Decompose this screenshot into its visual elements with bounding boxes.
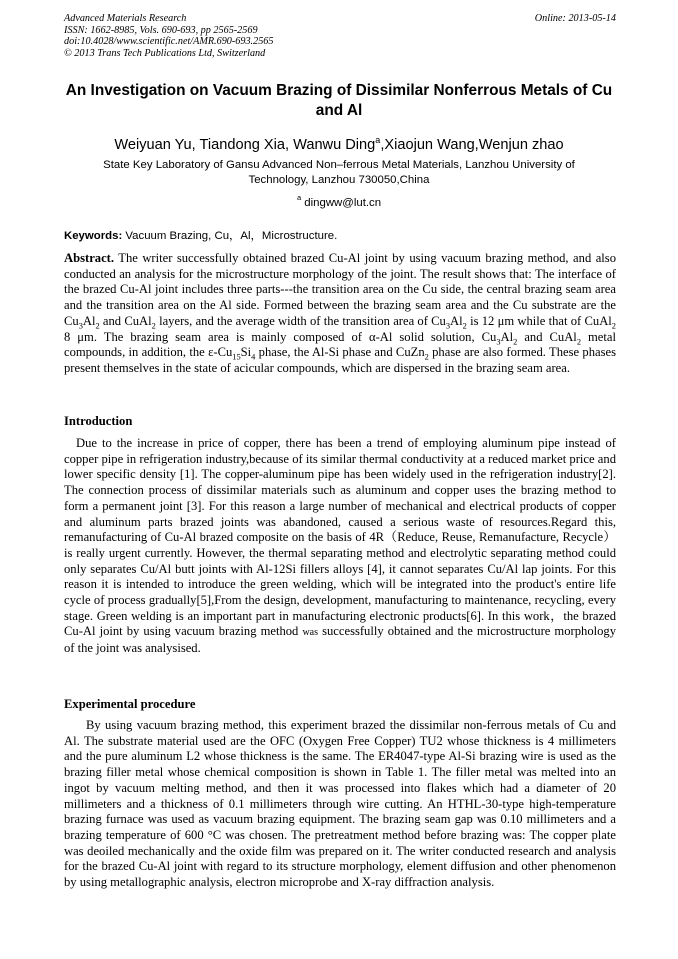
introduction-heading: Introduction bbox=[64, 414, 133, 428]
abstract-text: layers, and the average width of the transition area of Cu bbox=[155, 313, 446, 328]
subscript: 2 bbox=[513, 337, 518, 347]
issn: ISSN: 1662-8985, Vols. 690-693, pp 2565-2569 bbox=[64, 24, 258, 36]
abstract-text: and CuAl bbox=[517, 329, 577, 344]
abstract-text: metal compounds, in addition, the ε-Cu bbox=[64, 329, 616, 360]
abstract-text: Al bbox=[82, 313, 96, 328]
experimental-heading: Experimental procedure bbox=[64, 697, 196, 711]
email-line bbox=[56, 191, 622, 211]
experimental-paragraph: By using vacuum brazing method, this experiment brazed the dissimilar non-ferrous metals of Cu and Al. The substrate material used are the OFC (Oxygen Free Copper) TU2 whose thickness is 4 millimeters and the pure aluminum L2 whose thickness is the same. The ER4047-type Al-Si brazing wire is used as the brazing filler metal whose chemical composition is shown in Table 1. The filler metal was melted into an ingot by vacuum melting method, and then it was processed into flakes which had a diameter of 20 millimeters and a thickness of 0.1 millimeters through wire cutting. An HTHL-30-type high-temperature brazing furnace was used as vacuum brazing equipment. The brazing seam gap was 0.10 millimeters and a brazing temperature of 600 °C was chosen. The pretreatment method before brazing was: The copper plate was deoiled mechanically and the oxide film was prepared on it. The writer conducted research and analysis for the brazed Cu-Al joint with regard to its structure morphology, element diffusion and other phenomenon by using metallographic analysis, electron microprobe and X-ray diffraction analysis. bbox=[64, 718, 616, 890]
subscript: 2 bbox=[576, 337, 581, 347]
email-superscript: a bbox=[296, 193, 302, 202]
subscript: 15 bbox=[232, 352, 241, 362]
subscript: 3 bbox=[496, 337, 501, 347]
abstract-text: Si bbox=[240, 345, 252, 360]
abstract-text: is 12 μm while that of CuAl bbox=[466, 313, 612, 328]
email-address[interactable]: dingww@lut.cn bbox=[304, 196, 382, 209]
affiliation: State Key Laboratory of Gansu Advanced Non–ferrous Metal Materials, Lanzhou University of Technology, Lanzhou 730050,China bbox=[103, 159, 575, 186]
subscript: 3 bbox=[78, 321, 83, 331]
introduction-text-small: was bbox=[302, 627, 319, 639]
introduction-text: successfully obtained and the microstructure morphology of the joint was analysised. bbox=[64, 624, 616, 656]
authors-part-2: ,Xiaojun Wang,Wenjun zhao bbox=[380, 136, 564, 153]
online-date: Online: 2013-05-14 bbox=[534, 13, 616, 24]
abstract-text: phase, the Al-Si phase and CuZn bbox=[255, 345, 425, 360]
abstract bbox=[64, 251, 616, 377]
abstract-text: 8 μm. The brazing seam area is mainly composed of α-Al solid solution, Cu bbox=[64, 329, 497, 344]
subscript: 2 bbox=[95, 321, 100, 331]
abstract-text: and CuAl bbox=[99, 313, 152, 328]
subscript: 4 bbox=[251, 352, 256, 362]
subscript: 2 bbox=[611, 321, 616, 331]
abstract-text: Al bbox=[450, 313, 463, 328]
author-list bbox=[56, 131, 622, 154]
keywords-label: Keywords: bbox=[64, 230, 123, 242]
abstract-text: Al bbox=[500, 329, 514, 344]
keywords bbox=[64, 229, 616, 244]
introduction-text: Due to the increase in price of copper, there has been a trend of employing aluminum pipe instead of copper pipe in refrigeration industry,because of its similar thermal conductivity at a reduced market price and lower specific density [1]. The copper-aluminum pipe has been widely used in the refrigeration industry[2]. The connection process of dissimilar materials such as aluminum and copper uses the brazing method to form a permanent joint [3]. For this reason a large number of mechanical and electrical products of copper and aluminum parts brazed joints was abandoned, caused a serious waste of resources.Regard this, remanufacturing of Cu-Al brazed composite on the basis of 4R（Reduce, Reuse, Remanufacture, Recycle）is really urgent currently. However, the thermal separating method and electrolytic separating method could only separates Cu/Al butt joints with Al-12Si fillers alloys [4], it cannot separates Cu/Al lap joints. For this reason it is intended to introduce the green welding, which will be integrated into the product's entire life cycle of process gradually[5],From the design, development, manufacturing to maintenance, recycling, every stage. Green welding is an important part in manufacturing electronic products[6]. In this work，the brazed Cu-Al joint by using vacuum brazing method bbox=[64, 436, 616, 639]
subscript: 3 bbox=[445, 321, 451, 331]
journal-header bbox=[64, 13, 273, 59]
copyright: © 2013 Trans Tech Publications Ltd, Switzerland bbox=[64, 47, 266, 59]
author-superscript: a bbox=[375, 135, 381, 145]
subscript: 2 bbox=[151, 321, 156, 331]
abstract-text: The writer successfully obtained brazed Cu-Al joint by using vacuum brazing method, and also conducted an analysis for the microstructure morphology of the joint. The result shows that: The interface of the brazed Cu-Al joint includes three parts---the transition area on the Cu side, the central brazing seam area and the transition area on the Al side. Formed between the brazing seam area and the Cu substrate are the Cu bbox=[64, 251, 616, 328]
authors-part-1: Weiyuan Yu, Tiandong Xia, Wanwu Ding bbox=[114, 136, 376, 153]
doi[interactable]: doi:10.4028/www.scientific.net/AMR.690-693.2565 bbox=[64, 36, 274, 48]
subscript: 2 bbox=[462, 321, 467, 331]
journal-name: Advanced Materials Research bbox=[64, 13, 187, 24]
paper-title: An Investigation on Vacuum Brazing of Dissimilar Nonferrous Metals of Cu and Al bbox=[65, 82, 613, 119]
abstract-label: Abstract. bbox=[64, 251, 115, 265]
keywords-text: Vacuum Brazing, Cu，Al，Microstructure. bbox=[125, 230, 338, 242]
subscript: 2 bbox=[424, 352, 429, 362]
abstract-text: phase are also formed. These phases present themselves in the state of acicular compounds, which are dispersed in the brazing seam area. bbox=[64, 345, 616, 375]
introduction-paragraph bbox=[64, 436, 616, 657]
